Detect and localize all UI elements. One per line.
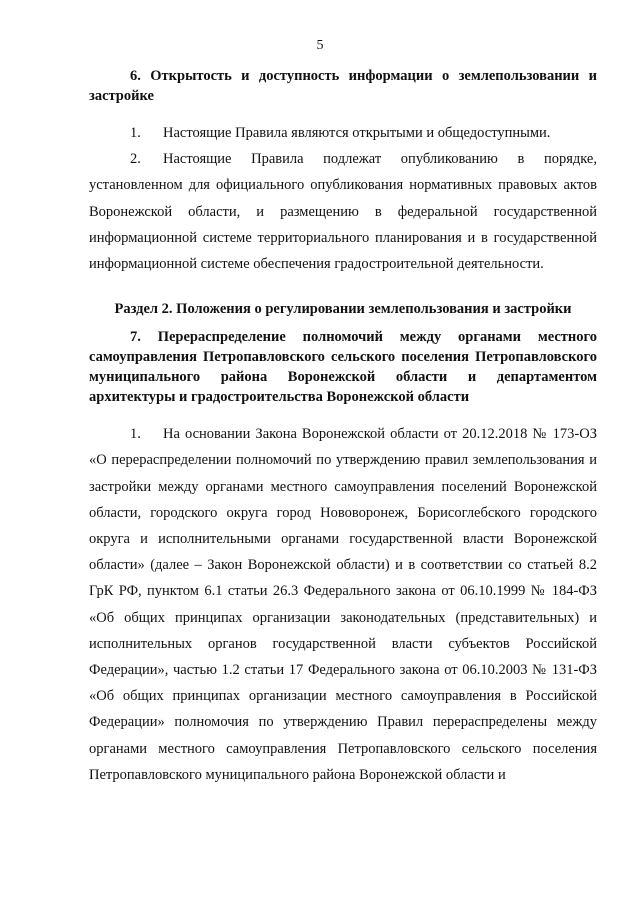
item-text: Настоящие Правила являются открытыми и общедоступными.	[163, 125, 551, 141]
item-number: 1.	[130, 125, 141, 141]
item-text: На основании Закона Воронежской области от 20.12.2018 № 173-ОЗ «О перераспределении полномочий по утверждению правил землепользования и застройки между органами местного самоуправления поселений Воронежской области, городского округа город Нововоронеж, Борисоглебского городского округа и исполнительными органами государственной власти Воронежской области» (далее – Закон Воронежской области) и в соответствии со статьей 8.2 ГрК РФ, пунктом 6.1 статьи 26.3 Федерального закона от 06.10.1999 № 184-ФЗ «Об общих принципах организации законодательных (представительных) и исполнительных органов государственной власти субъектов Российской Федерации», частью 1.2 статьи 17 Федерального закона от 06.10.2003 № 131-ФЗ «Об общих принципах организации местного самоуправления в Российской Федерации» полномочия по утверждению Правил перераспределены между органами местного самоуправления Петропавловского сельского поселения Петропавловского муниципального района Воронежской области и	[89, 426, 597, 783]
article-7-item-1	[89, 421, 597, 788]
document-body	[89, 66, 597, 788]
item-number: 1.	[130, 426, 141, 443]
page-number: 5	[316, 38, 324, 53]
article-6-item-2	[89, 146, 597, 277]
article-6-item-1	[89, 120, 597, 146]
article-6-heading: 6. Открытость и доступность информации о землепользовании и застройке	[89, 68, 597, 104]
article-7-heading: 7. Перераспределение полномочий между органами местного самоуправления Петропавловского сельского поселения Петропавловского муниципального района Воронежской области и департаментом архитектуры и градостроительства Воронежской области	[89, 329, 597, 406]
item-number: 2.	[130, 151, 141, 168]
item-text: Настоящие Правила подлежат опубликованию в порядке, установленном для официального опубликования нормативных правовых актов Воронежской области, и размещению в федеральной государственной информационной системе территориального планирования и в государственной информационной системе обеспечения градостроительной деятельности.	[89, 151, 597, 273]
section-2-title: Раздел 2. Положения о регулировании землепользования и застройки	[114, 301, 572, 318]
